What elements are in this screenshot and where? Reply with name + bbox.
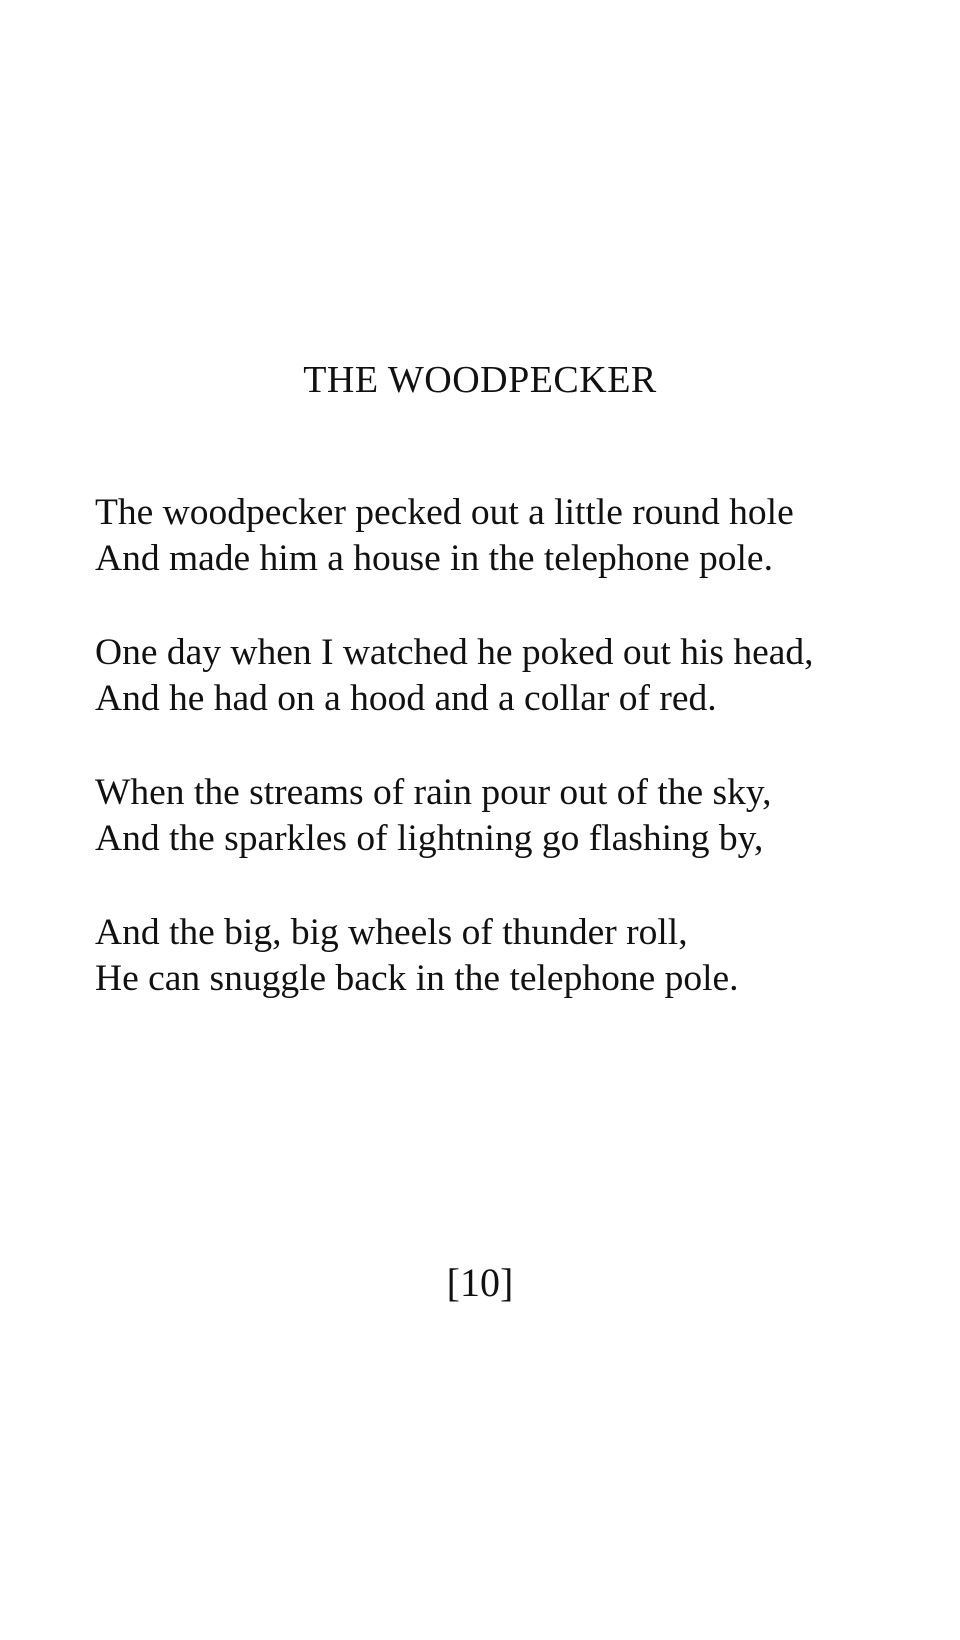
poem-title: THE WOODPECKER (303, 359, 657, 401)
poem-line: He can snuggle back in the telephone pole. (95, 958, 739, 999)
stanza-4 (95, 910, 925, 1002)
poem-line: And the sparkles of lightning go flashing by, (95, 818, 764, 859)
stanza-2 (95, 630, 925, 722)
stanza-3 (95, 770, 925, 862)
poem-line: When the streams of rain pour out of the sky, (95, 772, 772, 813)
poem-line: And made him a house in the telephone pole. (95, 538, 773, 579)
poem-line: One day when I watched he poked out his head, (95, 632, 814, 673)
poem-body (95, 490, 925, 1050)
page-number: [10] (446, 1260, 514, 1305)
stanza-1 (95, 490, 925, 582)
poem-line: And the big, big wheels of thunder roll, (95, 912, 688, 953)
poem-line: And he had on a hood and a collar of red. (95, 678, 717, 719)
poem-line: The woodpecker pecked out a little round hole (95, 492, 794, 533)
